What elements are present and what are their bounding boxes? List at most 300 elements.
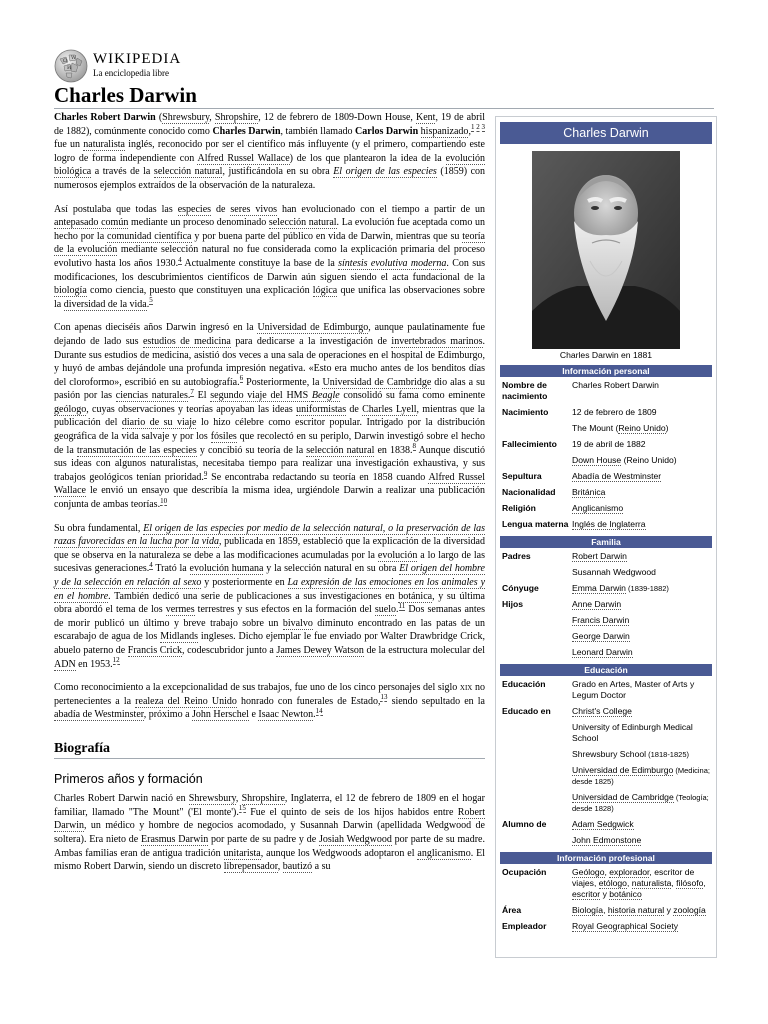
text-run: El [193,390,211,402]
text-run: para dedicarse a la investigación de [230,335,392,347]
text-run: ( [155,112,163,123]
infobox-section-header: Educación [500,664,712,676]
portrait-caption: Charles Darwin en 1881 [559,350,653,360]
text-run: a través de la [91,166,154,178]
inline-link[interactable]: suelo [374,604,397,616]
text-run: Charles Darwin [212,125,281,137]
svg-text:Ω: Ω [63,58,68,64]
inline-link[interactable]: Británica [572,487,606,497]
text-run: Susannah Wedgwood [572,567,656,577]
infobox-row [500,548,712,580]
text-run: de [346,403,363,415]
infobox-value-line [572,706,712,717]
wikipedia-globe-icon[interactable] [54,49,88,83]
text-run: , [277,861,283,873]
infobox-label: Ocupación [502,867,547,877]
infobox-value-line [572,647,712,658]
text-run: honrado con funerales de Estado, [236,695,381,707]
infobox-section-header: Información personal [500,365,712,377]
inline-link[interactable]: zoología [673,905,706,915]
infobox-table [500,377,712,532]
text-run: (Reino Unido) [621,455,677,465]
subsection-heading-primeros-anos: Primeros años y formación [54,771,203,786]
text-run: Charles Robert Darwin nació en [54,793,189,805]
text-run: en 1838. [374,444,413,456]
infobox-value-line [572,599,712,610]
inline-link[interactable]: explorador [609,867,650,877]
inline-link[interactable]: bivalvo [282,617,313,629]
text-run: , escritor de viajes, [572,867,695,888]
infobox-title: Charles Darwin [500,122,712,144]
inline-link[interactable]: naturalista [631,878,672,888]
page-title: Charles Darwin [54,83,197,107]
brand-name: WIKIPEDIA [93,51,182,67]
citation-ref[interactable]: 14 [315,707,323,716]
infobox-value [570,436,712,468]
inline-link[interactable]: Abadía de Westminster [572,471,662,481]
infobox-value-line [572,905,712,916]
citation-ref[interactable]: 6 [239,374,244,383]
inline-link[interactable]: Universidad de Edimburgo [257,322,369,334]
infobox-value [570,864,712,902]
infobox-row [500,918,712,934]
inline-link[interactable]: síntesis evolutiva moderna [338,257,447,269]
infobox-value-line [572,765,712,787]
infobox-value-line [572,471,712,482]
inline-link[interactable]: filósofo [676,878,704,888]
infobox-table [500,864,712,934]
infobox-value-line [572,439,712,450]
citation-ref[interactable]: 7 [190,387,194,396]
text-run: . Con sus modificaciones, los descubrimientos científicos de Darwin aún siguen siendo el acta fundacional de la [54,257,486,283]
infobox-value [570,500,712,516]
text-run: Actualmente constituye la base de la [181,257,339,269]
text-run: Dos semanas antes de morir publicó un último y breve trabajo sobre un [54,604,486,629]
inline-link[interactable]: comunidad científica [107,230,192,242]
inline-link[interactable]: Leonard Darwin [572,647,633,657]
text-run: , Inglaterra, el 12 de febrero de 1809 en el hogar familiar, llamado "The Mount" ('El monte'). [54,793,485,818]
citation-ref[interactable]: 12 [112,656,120,665]
lead-paragraph-3 [54,321,485,511]
text-run: Como reconocimiento a la excepcionalidad de sus trabajos, fue uno de los cinco personajes del siglo [54,682,460,694]
infobox-row [500,676,712,703]
text-run: , [703,878,706,888]
text-run: ) de los que plantearon la idea de la [289,152,446,164]
inline-link[interactable]: Shropshire [214,112,259,123]
infobox-row [500,816,712,848]
text-run: mediante selección natural no fue considerada como la explicación primaria del proceso evolutivo hasta los años 1930. [54,244,485,269]
infobox-value-line [572,455,712,466]
inline-link[interactable]: Erasmus Darwin [141,833,209,845]
text-run: , un médico y hombre de negocios acomodado, y Susannah Darwin (apellidada Wedgwood de soltera). Era nieto de [54,820,485,845]
text-run: (Teología; desde 1828) [572,793,709,813]
text-run: mediante un proceso denominado [128,217,269,229]
text-run: terrestres y sus efectos en la formación del [194,604,375,616]
infobox-section-header: Familia [500,536,712,548]
infobox-value-line [572,867,712,900]
inline-link[interactable]: Shropshire [241,793,285,805]
text-run: diminuto encontrado en las patas de un escarabajo de agua de los [54,617,485,643]
infobox-label: Área [502,905,522,915]
text-run: 12 de febrero de 1809 [572,407,657,417]
text-run: , aunque paulatinamente fue dejando de lado sus [54,322,485,347]
text-run: University of Edinburgh Medical School [572,722,693,743]
lead-paragraph-5 [54,681,485,722]
infobox-row [500,516,712,532]
infobox-value [570,902,712,918]
text-run: como ciencia, puesto que constituyen una explicación [86,285,313,297]
text-run: , 12 de febrero de 1809-Down House, [258,112,416,123]
inline-link[interactable]: invertebrados marinos [391,335,483,347]
inline-link[interactable]: Adam Sedgwick [572,819,634,829]
text-run: (Medicina; desde 1825) [572,766,710,786]
text-run: por parte de su padre y de [208,833,319,845]
infobox-value-line [572,615,712,626]
inline-link[interactable]: Isaac Newton [258,709,314,721]
infobox-row [500,580,712,596]
infobox-value-line [572,551,712,562]
brand-tagline: La enciclopedia libre [93,68,169,78]
inline-link[interactable]: transmutación de las especies [76,444,197,456]
infobox-value-line [572,722,712,744]
text-run: , [468,125,471,137]
citation-ref[interactable]: 1 2 3 [470,123,485,132]
biography-paragraph-1 [54,792,485,874]
text-run: en 1953. [75,658,113,670]
inline-link[interactable]: Anglicanismo [572,503,624,513]
infobox-value-line [572,819,712,830]
text-run: Posteriormente, la [243,376,323,388]
inline-link[interactable]: vermes [165,604,195,616]
infobox-label: Nombre de nacimiento [502,380,548,401]
citation-ref[interactable]: 10 [160,496,168,505]
inline-link[interactable]: evolución biológica [54,152,485,178]
inline-link[interactable]: escritor [572,889,601,899]
inline-link[interactable]: selección natural [268,217,337,229]
infobox-value-line [572,487,712,498]
inline-link[interactable]: realeza del Reino Unido [135,695,237,707]
infobox-row [500,902,712,918]
infobox-value [570,548,712,580]
inline-link[interactable]: ADN [54,658,76,670]
citation-ref[interactable]: 9 [203,469,208,478]
inline-link[interactable]: Beagle [311,390,340,402]
text-run: (1818-1825) [646,750,689,759]
infobox-label: Fallecimiento [502,439,557,449]
text-run: , y su última obra abordó el tema de los [54,590,485,616]
inline-link[interactable]: Francis Crick [127,644,183,656]
text-run: , [235,793,242,805]
inline-link[interactable]: Universidad de Cambridge [572,792,674,802]
text-run: y la selección natural en su obra [263,563,400,575]
inline-link[interactable]: fósiles [210,431,237,443]
text-run: Charles Robert Darwin [54,112,156,123]
text-run: e [248,709,259,721]
inline-link[interactable]: seres vivos [230,203,278,215]
infobox-value-line [572,679,712,701]
inline-link[interactable]: especies [177,203,212,215]
text-run: dio alas a su pasión por las [54,376,486,402]
infobox-value [570,676,712,703]
inline-link[interactable]: diario de su viaje [121,417,197,429]
text-run: , cuyas observaciones y teorías apoyaban las ideas [86,403,297,415]
infobox-value-line [572,503,712,514]
inline-link[interactable]: James Dewey Watson [276,644,364,656]
infobox [495,116,717,958]
lead-paragraph-2 [54,203,485,312]
text-run: . Durante sus estudios de medicina, asistió dos veces a una sala de operaciones en el hospital de Edimburgo, y huyó de ambas dejándole una profunda impresión negativa. «Esto era mucho antes de los benditos días del cloroformo», escribió en su autobiografía. [54,335,486,388]
lead-paragraph-4 [54,522,485,672]
inline-link[interactable]: John Edmonstone [572,835,642,845]
text-run: le envió un ensayo que describía la misma idea, urgiéndole Darwin a realizar una publicación conjunta de ambas teorías. [54,485,485,511]
text-run: fue un [54,139,84,151]
inline-link[interactable]: El origen de las especies [333,166,437,178]
text-run: Se encontraba redactando su teoría en 1858 cuando [207,471,429,483]
infobox-table [500,676,712,848]
infobox-label: Educado en [502,706,551,716]
infobox-label: Sepultura [502,471,542,481]
inline-link[interactable]: evolución [377,549,418,561]
infobox-row [500,500,712,516]
text-run: , mientras que la publicación del [54,403,485,429]
citation-ref[interactable]: 4 [149,561,153,570]
citation-ref[interactable]: 11 [398,601,406,610]
text-run: , justificándola en su obra [222,166,334,178]
text-run: por parte de su madre. Ambas familias eran de antigua tradición [54,833,485,859]
text-run: 19 de abril de 1882 [572,439,646,449]
text-run: , [626,878,632,888]
inline-link[interactable]: segundo viaje del HMS [210,390,312,402]
infobox-value-line [572,921,712,932]
text-run: a su [312,861,331,873]
inline-link[interactable]: diversidad de la vida [63,298,147,310]
inline-link[interactable]: antepasado común [54,217,129,229]
infobox-row [500,596,712,660]
inline-link[interactable]: botánica [398,590,433,602]
infobox-value [570,404,712,436]
citation-ref[interactable]: 15 [238,804,246,813]
text-run: consolidó su fama como eminente [339,390,486,402]
text-run: xix [459,682,473,694]
inline-link[interactable]: evolución humana [189,563,264,575]
infobox-label: Hijos [502,599,524,609]
citation-ref[interactable]: 8 [412,442,417,451]
infobox-label: Cónyuge [502,583,539,593]
infobox-row [500,468,712,484]
text-run: , [604,867,610,877]
text-run: y concibió su teoría de la [196,444,307,456]
text-run: Grado en Artes, Master of Arts y Legum Doctor [572,679,695,700]
text-run: de [211,203,231,215]
inline-link[interactable]: Christ's College [572,706,632,716]
inline-link[interactable]: Robert Darwin [572,551,627,561]
text-run: , 19 de abril de 1882), comúnmente conocido como [54,112,486,137]
infobox-value [570,703,712,816]
infobox-label: Educación [502,679,546,689]
lead-paragraph-1 [54,111,485,193]
infobox-value [570,468,712,484]
text-run: (1839-1882) [625,584,669,593]
text-run: siendo sepultado en la [387,695,485,707]
inline-link[interactable]: lógica [312,285,338,297]
text-run: Así postulaba que todas las [54,203,178,215]
text-run: . La evolución fue aceptada como un hecho por la [54,217,486,242]
text-run: que recolectó en su periplo, Darwin investigó sobre el hecho de la [54,431,485,456]
citation-ref[interactable]: 4 [178,255,182,264]
text-run: Fue el quinto de seis de los hijos habidos entre [245,806,458,818]
inline-link[interactable]: Emma Darwin [572,583,626,593]
wikipedia-brand[interactable] [93,52,181,79]
inline-link[interactable]: biología [54,285,87,297]
text-run: y posteriormente en [201,577,288,588]
text-run: , codescubridor junto a [182,644,277,656]
inline-link[interactable]: El origen del hombre y de la selección en relación al sexo [54,563,485,588]
infobox-value-line [572,749,712,760]
text-run: . También dedicó una serie de publicaciones a sus investigaciones en [108,590,399,602]
text-run: Carlos Darwin [355,125,419,137]
infobox-value [570,596,712,660]
infobox-value [570,484,712,500]
text-run: , publicada en 1859, estableció que la explicación de la diversidad que se observa en la naturaleza se debe a las modificaciones acumuladas por la [54,536,485,561]
inline-link[interactable]: Robert Darwin [54,806,485,832]
inline-link[interactable]: unitarista [223,847,261,859]
inline-link[interactable]: John Herschel [192,709,249,721]
inline-link[interactable]: historia natural [607,905,665,915]
inline-link[interactable]: Biología [572,905,604,915]
text-run: Aunque discutió sus ideas con algunos naturalistas, necesitaba tiempo para realizar una investigación exhaustiva, y sus trabajos geológicos tenían prioridad. [54,444,486,483]
infobox-sections [496,365,716,934]
inline-link[interactable]: Midlands [160,631,198,643]
inline-link[interactable]: Inglés de Inglaterra [572,519,646,529]
infobox-label: Empleador [502,921,547,931]
inline-link[interactable]: anglicanismo [417,847,471,859]
inline-link[interactable]: teoría de la evolución [54,230,485,256]
infobox-row [500,484,712,500]
inline-link[interactable]: ciencias naturales [115,390,188,402]
article-body [54,111,485,884]
text-run: . [313,709,316,721]
inline-link[interactable]: abadía de Westminster [54,709,144,721]
infobox-value [570,580,712,596]
inline-link[interactable]: La expresión de las emociones en los animales y en el hombre [54,577,486,602]
inline-link[interactable]: selección natural [306,444,375,456]
infobox-table [500,548,712,660]
infobox-value-line [572,631,712,642]
text-run: no pertenecientes a la [54,682,485,707]
text-run: , próximo a [143,709,193,721]
infobox-value-line [572,583,712,594]
text-run: y [600,889,610,899]
text-run: Su obra fundamental, [54,522,144,534]
text-run: y por buena parte del público en vida de Darwin, mientras que su [191,230,463,242]
svg-text:W: W [71,55,77,61]
section-heading-biografia: Biografía [54,742,485,759]
inline-link[interactable]: Geólogo [572,867,605,877]
inline-link[interactable]: bautizó [282,861,313,873]
inline-link[interactable]: hispanizado [420,125,469,137]
inline-link[interactable]: naturalista [83,139,125,151]
infobox-value-line [572,519,712,530]
infobox-row [500,404,712,436]
title-divider [54,108,714,109]
inline-link[interactable]: etólogo [598,878,627,888]
inline-link[interactable]: Universidad de Cambridge [322,376,432,388]
inline-link[interactable]: librepensador [223,861,278,873]
text-run: . El mismo Robert Darwin, siendo un discreto [54,847,485,873]
text-run: Charles Robert Darwin [572,380,659,390]
inline-link[interactable]: Charles Lyell [362,403,417,415]
inline-link[interactable]: El origen de las especies por medio de la selección natural, o la preservación de las razas favorecidas en la lucha por la vida [54,522,485,548]
inline-link[interactable]: George Darwin [572,631,630,641]
text-run: Con apenas dieciséis años Darwin ingresó en la [54,322,258,334]
inline-link[interactable]: Shrewsbury [162,112,210,123]
inline-link[interactable]: Anne Darwin [572,599,622,609]
text-run: Shrewsbury School [572,749,647,759]
infobox-value [570,816,712,848]
text-run: , [671,878,677,888]
text-run: ingleses. Dicho ejemplar le fue enviado por Walter Drawbridge Crick, abuelo paterno de [54,631,485,656]
infobox-value-line [572,407,712,418]
text-run: The Mount ( [572,423,619,433]
infobox-label: Nacimiento [502,407,549,417]
inline-link[interactable]: Royal Geographical Society [572,921,679,931]
text-run: . [187,390,191,402]
inline-link[interactable]: Reino Unido [618,423,666,433]
infobox-section-header: Información profesional [500,852,712,864]
infobox-row [500,377,712,404]
infobox-value-line [572,423,712,434]
svg-text:И: И [67,65,72,71]
citation-ref[interactable]: 5 [149,296,153,305]
inline-link[interactable]: Francis Darwin [572,615,630,625]
inline-link[interactable]: Shrewsbury [188,793,236,805]
inline-link[interactable]: geólogo [54,403,87,415]
infobox-value-line [572,380,712,391]
infobox-value [570,918,712,934]
text-run: de la estructura molecular del [363,644,486,656]
inline-link[interactable]: selección natural [153,166,223,178]
text-run: . [146,298,150,310]
text-run: , también llamado [280,125,356,137]
text-run: y [664,905,674,915]
inline-link[interactable]: Kent [416,112,436,123]
inline-link[interactable]: Universidad de Edimburgo [572,765,674,775]
inline-link[interactable]: Alfred Russel Wallace [197,152,290,164]
text-run: , [209,112,215,123]
infobox-value-line [572,567,712,578]
infobox-row [500,436,712,468]
infobox-value [570,377,712,404]
citation-ref[interactable]: 13 [380,693,388,702]
infobox-label: Nacionalidad [502,487,556,497]
text-run: (1859) con numerosos ejemplos extraídos de la observación de la naturaleza. [54,166,486,191]
inline-link[interactable]: Alfred Russel Wallace [54,471,485,497]
text-run: . [396,604,399,616]
inline-link[interactable]: uniformistas [296,403,347,415]
inline-link[interactable]: estudios de medicina [142,335,231,347]
inline-link[interactable]: botánico [609,889,642,899]
text-run: inglés, reconocido por ser el científico más influyente (y el primero, compartiendo este logro de forma independiente con [54,139,485,164]
inline-link[interactable]: Josiah Wedgwood [318,833,392,845]
text-run: ) [665,423,669,433]
text-run: que unifica las observaciones sobre la [54,285,485,310]
portrait-image[interactable] [532,151,680,349]
text-run: lo hizo célebre como escritor popular. Intrigado por la distribución geográfica de la vida salvaje y por los [54,417,485,443]
infobox-value-line [572,792,712,814]
text-run: , aunque los Wedgwoods adoptaron el [260,847,418,859]
infobox-row [500,864,712,902]
inline-link[interactable]: Down House [572,455,622,465]
